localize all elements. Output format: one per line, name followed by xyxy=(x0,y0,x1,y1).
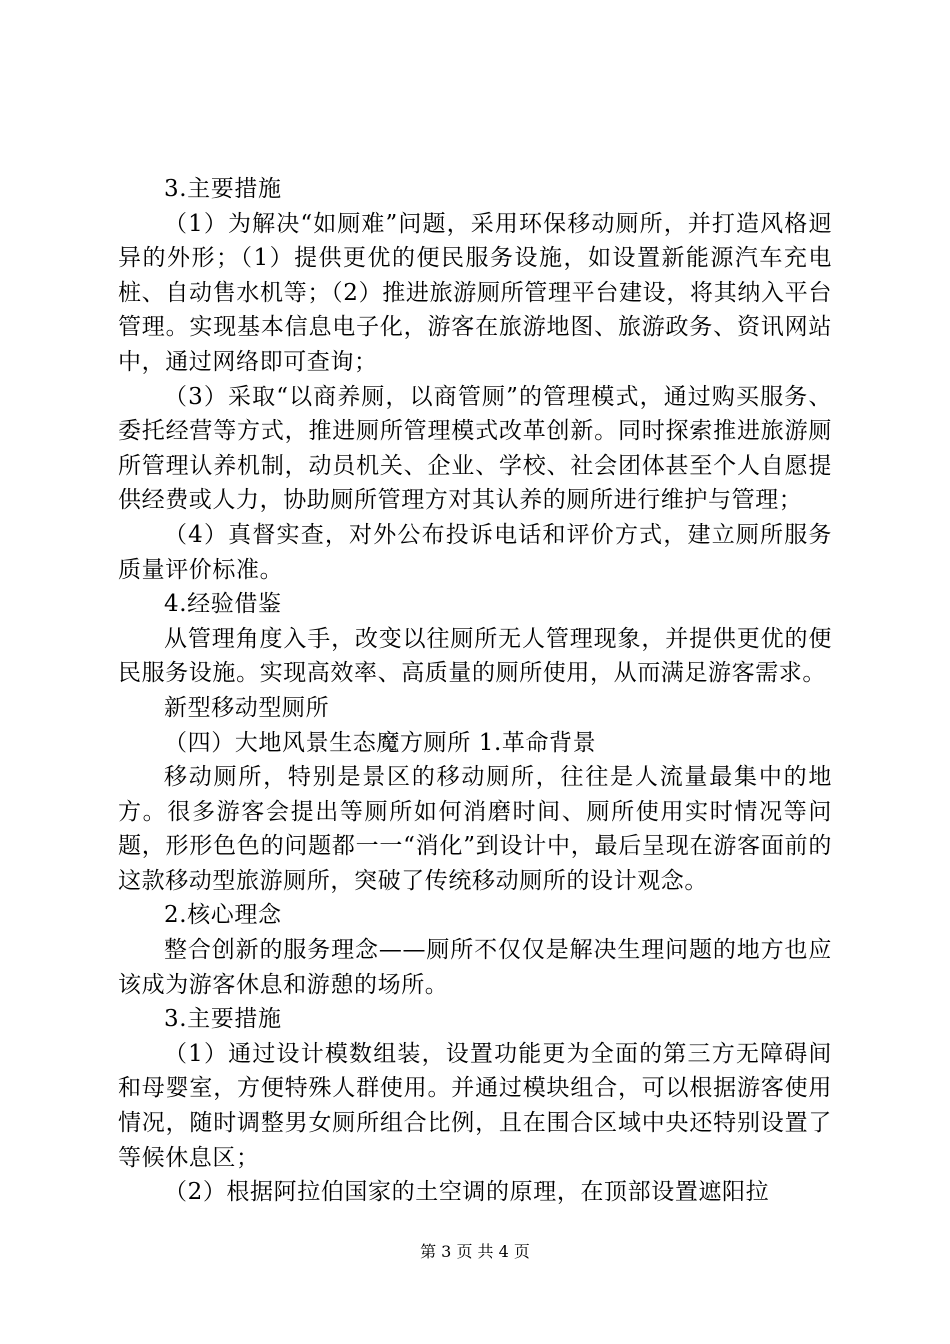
section-heading-magic-cube: （四）大地风景生态魔方厕所 1.革命背景 xyxy=(164,729,597,756)
section-heading-measures: 3.主要措施 xyxy=(164,176,282,202)
paragraph: （1）通过设计模数组装，设置功能更为全面的第三方无障碍间和母婴室，方便特殊人群使用。并通过模块组合，可以根据游客使用情况，随时调整男女厕所组合比例，且在围合区域中央还特别设置了等候休息区； xyxy=(118,1040,832,1171)
section-heading-core-concept: 2.核心理念 xyxy=(164,902,282,929)
section-heading-mobile-toilet: 新型移动型厕所 xyxy=(164,694,330,721)
paragraph: （3）采取“以商养厕，以商管厕”的管理模式，通过购买服务、委托经营等方式，推进厕所管理模式改革创新。同时探索推进旅游厕所管理认养机制，动员机关、企业、学校、社会团体甚至个人自愿提供经费或人力，协助厕所管理方对其认养的厕所进行维护与管理； xyxy=(118,383,832,514)
document-body xyxy=(118,172,832,1210)
section-heading-experience: 4.经验借鉴 xyxy=(164,591,282,618)
paragraph: （1）为解决“如厕难”问题，采用环保移动厕所，并打造风格迥异的外形；（1）提供更优的便民服务设施，如设置新能源汽车充电桩、自动售水机等；（2）推进旅游厕所管理平台建设，将其纳入平台管理。实现基本信息电子化，游客在旅游地图、旅游政务、资讯网站中，通过网络即可查询； xyxy=(118,210,832,375)
paragraph: （4）真督实查，对外公布投诉电话和评价方式，建立厕所服务质量评价标准。 xyxy=(118,521,832,583)
page-number-footer: 第 3 页 共 4 页 xyxy=(420,1242,530,1261)
paragraph: 移动厕所，特别是景区的移动厕所，往往是人流量最集中的地方。很多游客会提出等厕所如何消磨时间、厕所使用实时情况等问题，形形色色的问题都一一“消化”到设计中，最后呈现在游客面前的这款移动型旅游厕所，突破了传统移动厕所的设计观念。 xyxy=(118,764,832,894)
paragraph: （2）根据阿拉伯国家的土空调的原理，在顶部设置遮阳拉 xyxy=(164,1179,770,1206)
paragraph: 从管理角度入手，改变以往厕所无人管理现象，并提供更优的便民服务设施。实现高效率、高质量的厕所使用，从而满足游客需求。 xyxy=(118,625,832,687)
section-heading-measures-2: 3.主要措施 xyxy=(164,1006,282,1033)
paragraph: 整合创新的服务理念——厕所不仅仅是解决生理问题的地方也应该成为游客休息和游憩的场所。 xyxy=(118,937,832,998)
